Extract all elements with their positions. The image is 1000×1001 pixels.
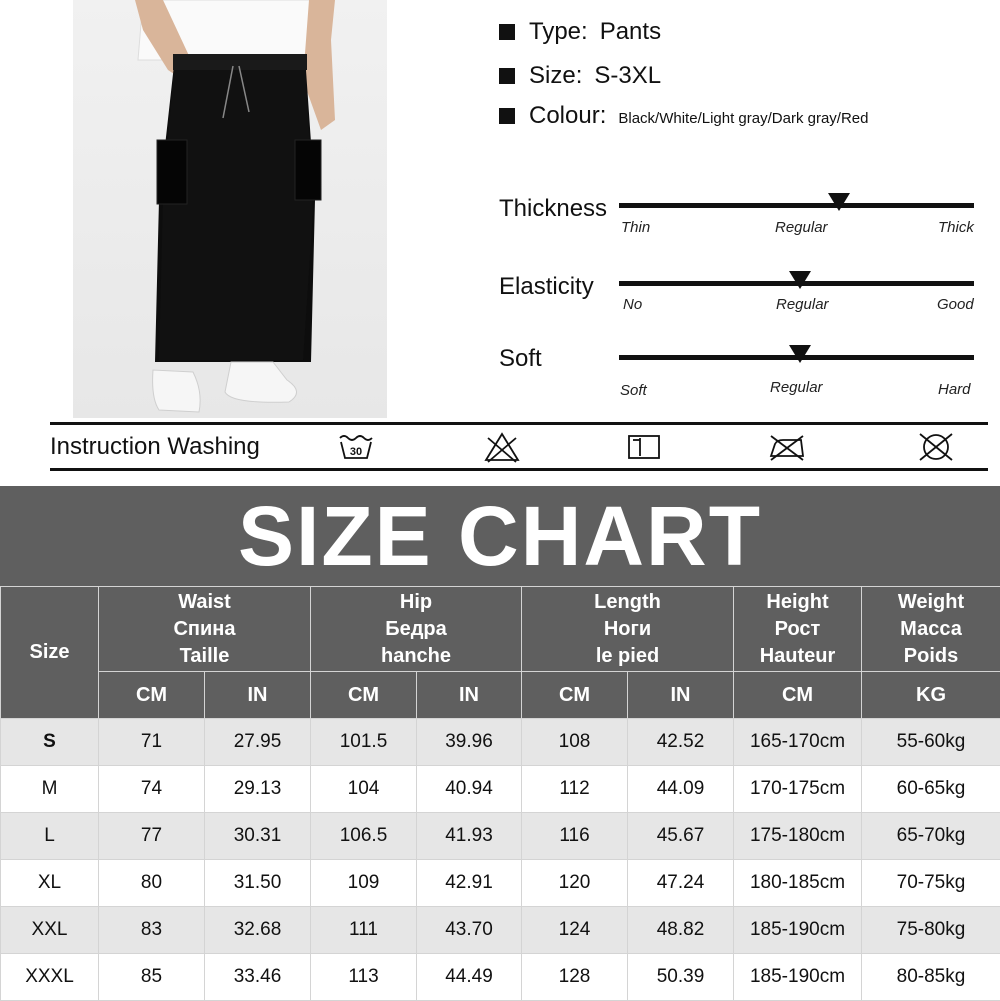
scale-mid-label: Regular — [776, 296, 829, 313]
table-cell: 108 — [522, 719, 628, 766]
svg-text:30: 30 — [350, 446, 362, 458]
table-cell: 128 — [522, 954, 628, 1001]
table-cell: 42.91 — [417, 860, 522, 907]
size-cell: M — [1, 766, 99, 813]
bullet-square-icon — [499, 68, 515, 84]
table-cell: 116 — [522, 813, 628, 860]
table-cell: 80-85kg — [862, 954, 1000, 1001]
table-cell: 41.93 — [417, 813, 522, 860]
scale-name: Elasticity — [499, 273, 594, 301]
table-row — [1, 766, 1000, 813]
divider — [50, 468, 988, 471]
unit-header: CM — [311, 672, 417, 719]
table-cell: 185-190cm — [734, 954, 862, 1001]
height-header: Height Рост Hauteur — [734, 587, 862, 672]
pants-illustration — [73, 0, 387, 418]
table-cell: 83 — [99, 907, 205, 954]
table-cell: 106.5 — [311, 813, 417, 860]
spec-type-value: Pants — [600, 18, 661, 46]
size-chart-banner — [0, 486, 1000, 586]
size-cell: XL — [1, 860, 99, 907]
table-row — [1, 719, 1000, 766]
table-cell: 77 — [99, 813, 205, 860]
spec-size — [499, 62, 661, 90]
bullet-square-icon — [499, 24, 515, 40]
spec-size-label: Size: — [529, 62, 582, 90]
size-cell: S — [1, 719, 99, 766]
table-cell: 71 — [99, 719, 205, 766]
units-row — [1, 672, 1000, 719]
unit-header: IN — [417, 672, 522, 719]
scale-line — [619, 203, 974, 208]
scale-name: Thickness — [499, 195, 607, 223]
scale-mid-label: Regular — [775, 219, 828, 236]
scale-left-label: No — [623, 296, 642, 313]
table-cell: 80 — [99, 860, 205, 907]
waist-header: Waist Спина Taille — [99, 587, 311, 672]
table-cell: 120 — [522, 860, 628, 907]
table-cell: 29.13 — [205, 766, 311, 813]
scale-marker-icon — [789, 345, 811, 363]
scale-marker-icon — [828, 193, 850, 211]
table-cell: 31.50 — [205, 860, 311, 907]
table-cell: 70-75kg — [862, 860, 1000, 907]
table-cell: 180-185cm — [734, 860, 862, 907]
scale-left-label: Thin — [621, 219, 650, 236]
table-cell: 101.5 — [311, 719, 417, 766]
unit-header: IN — [628, 672, 734, 719]
size-cell: XXXL — [1, 954, 99, 1001]
unit-header: CM — [99, 672, 205, 719]
table-cell: 85 — [99, 954, 205, 1001]
hip-header: Hip Бедра hanche — [311, 587, 522, 672]
wash-30-icon — [336, 430, 376, 464]
unit-header: CM — [734, 672, 862, 719]
table-row — [1, 907, 1000, 954]
scale-right-label: Good — [937, 296, 974, 313]
table-cell: 175-180cm — [734, 813, 862, 860]
table-cell: 113 — [311, 954, 417, 1001]
table-row — [1, 813, 1000, 860]
table-cell: 74 — [99, 766, 205, 813]
size-cell: L — [1, 813, 99, 860]
table-cell: 75-80kg — [862, 907, 1000, 954]
table-row — [1, 954, 1000, 1001]
unit-header: KG — [862, 672, 1000, 719]
length-header: Length Ноги le pied — [522, 587, 734, 672]
no-tumble-dry-icon — [916, 430, 956, 464]
table-cell: 124 — [522, 907, 628, 954]
no-bleach-icon — [482, 430, 522, 464]
spec-size-value: S-3XL — [594, 62, 661, 90]
scale-marker-icon — [789, 271, 811, 289]
table-cell: 45.67 — [628, 813, 734, 860]
table-cell: 44.09 — [628, 766, 734, 813]
no-iron-icon — [767, 430, 807, 464]
spec-colour-value: Black/White/Light gray/Dark gray/Red — [618, 110, 868, 127]
scale-left-label: Soft — [620, 382, 647, 399]
table-cell: 104 — [311, 766, 417, 813]
table-cell: 32.68 — [205, 907, 311, 954]
spec-colour-label: Colour: — [529, 102, 606, 130]
scale-mid-label: Regular — [770, 379, 823, 396]
washing-title: Instruction Washing — [50, 433, 260, 461]
table-cell: 165-170cm — [734, 719, 862, 766]
product-photo — [73, 0, 387, 418]
table-cell: 47.24 — [628, 860, 734, 907]
table-cell: 30.31 — [205, 813, 311, 860]
table-cell: 55-60kg — [862, 719, 1000, 766]
table-cell: 39.96 — [417, 719, 522, 766]
table-cell: 111 — [311, 907, 417, 954]
header-row — [1, 587, 1000, 672]
size-cell: XXL — [1, 907, 99, 954]
table-cell: 50.39 — [628, 954, 734, 1001]
table-cell: 42.52 — [628, 719, 734, 766]
spec-colour — [499, 102, 868, 130]
bullet-square-icon — [499, 108, 515, 124]
table-cell: 185-190cm — [734, 907, 862, 954]
spec-type-label: Type: — [529, 18, 588, 46]
table-cell: 40.94 — [417, 766, 522, 813]
size-header: Size — [1, 587, 99, 719]
weight-header: Weight Масса Poids — [862, 587, 1000, 672]
table-cell: 60-65kg — [862, 766, 1000, 813]
table-cell: 112 — [522, 766, 628, 813]
scale-right-label: Thick — [938, 219, 974, 236]
table-row — [1, 860, 1000, 907]
table-cell: 170-175cm — [734, 766, 862, 813]
table-cell: 48.82 — [628, 907, 734, 954]
spec-type — [499, 18, 661, 46]
table-cell: 27.95 — [205, 719, 311, 766]
size-chart-table — [0, 586, 1000, 1001]
unit-header: CM — [522, 672, 628, 719]
size-chart-title: SIZE CHART — [238, 488, 762, 585]
table-cell: 43.70 — [417, 907, 522, 954]
scale-name: Soft — [499, 345, 542, 373]
dry-flat-icon — [624, 430, 664, 464]
table-cell: 33.46 — [205, 954, 311, 1001]
table-cell: 65-70kg — [862, 813, 1000, 860]
table-cell: 109 — [311, 860, 417, 907]
scale-right-label: Hard — [938, 381, 971, 398]
table-cell: 44.49 — [417, 954, 522, 1001]
divider — [50, 422, 988, 425]
unit-header: IN — [205, 672, 311, 719]
